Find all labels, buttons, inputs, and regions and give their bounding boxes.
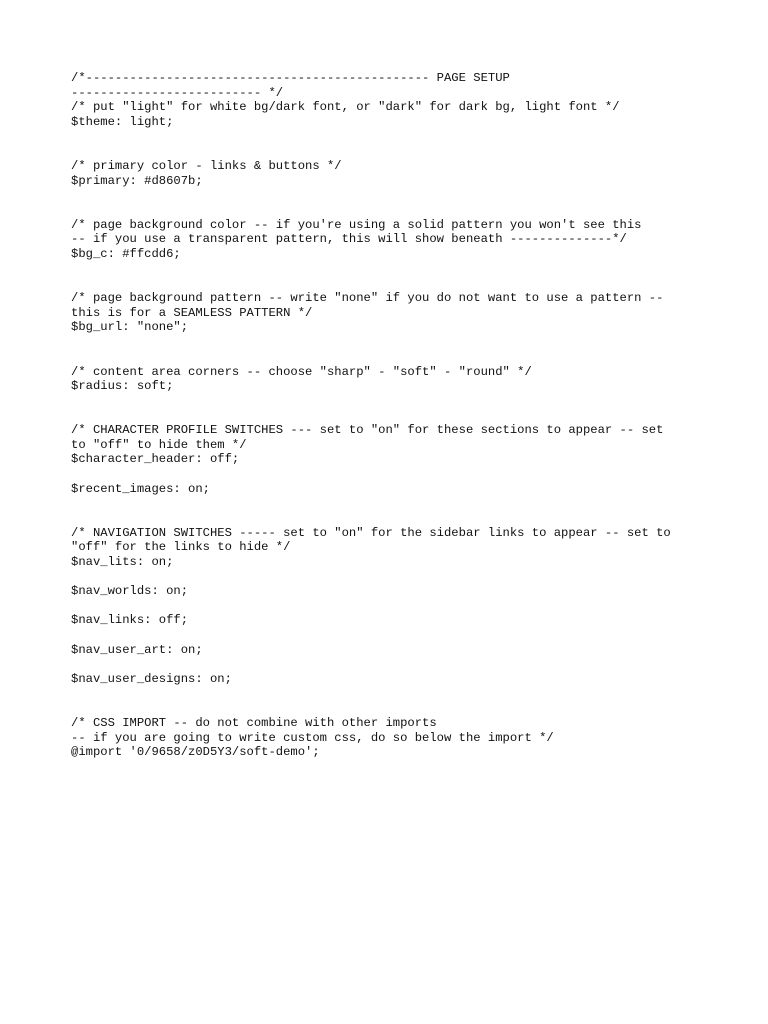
radius-comment: /* content area corners -- choose "sharp" - "soft" - "round" */ bbox=[71, 364, 532, 379]
spacer bbox=[71, 188, 701, 218]
spacer bbox=[71, 262, 701, 292]
spacer bbox=[71, 496, 701, 526]
nav-worlds-setting: $nav_worlds: on; bbox=[71, 584, 189, 599]
spacer bbox=[71, 628, 701, 643]
spacer bbox=[71, 335, 701, 365]
import-statement: @import '0/9658/z0D5Y3/soft-demo'; bbox=[71, 745, 320, 760]
spacer bbox=[71, 686, 701, 716]
navigation-comment-line-2: "off" for the links to hide */ bbox=[71, 540, 291, 555]
import-comment-line-2: -- if you are going to write custom css, do so below the import */ bbox=[71, 730, 554, 745]
spacer bbox=[71, 570, 701, 585]
navigation-comment-line-1: /* NAVIGATION SWITCHES ----- set to "on" for the sidebar links to appear -- set to bbox=[71, 525, 671, 540]
bg-color-comment-line-1: /* page background color -- if you're using a solid pattern you won't see this bbox=[71, 217, 642, 232]
theme-comment: /* put "light" for white bg/dark font, or "dark" for dark bg, light font */ bbox=[71, 100, 620, 115]
code-document bbox=[71, 71, 701, 760]
page-setup-comment-line-1: /*----------------------------------------------- PAGE SETUP bbox=[71, 71, 510, 85]
radius-setting: $radius: soft; bbox=[71, 379, 174, 394]
character-header-setting: $character_header: off; bbox=[71, 452, 240, 467]
nav-user-designs-setting: $nav_user_designs: on; bbox=[71, 671, 232, 686]
recent-images-setting: $recent_images: on; bbox=[71, 481, 210, 496]
spacer bbox=[71, 467, 701, 482]
bg-url-comment-line-1: /* page background pattern -- write "none" if you do not want to use a pattern -- bbox=[71, 291, 664, 306]
spacer bbox=[71, 394, 701, 424]
nav-links-setting: $nav_links: off; bbox=[71, 613, 189, 628]
spacer bbox=[71, 657, 701, 672]
spacer bbox=[71, 129, 701, 159]
bg-color-setting: $bg_c: #ffcdd6; bbox=[71, 246, 181, 261]
character-profile-comment-line-2: to "off" to hide them */ bbox=[71, 437, 247, 452]
character-profile-comment-line-1: /* CHARACTER PROFILE SWITCHES --- set to "on" for these sections to appear -- set bbox=[71, 423, 664, 438]
bg-url-comment-line-2: this is for a SEAMLESS PATTERN */ bbox=[71, 305, 313, 320]
bg-url-setting: $bg_url: "none"; bbox=[71, 320, 189, 335]
spacer bbox=[71, 599, 701, 614]
primary-comment: /* primary color - links & buttons */ bbox=[71, 158, 342, 173]
nav-lits-setting: $nav_lits: on; bbox=[71, 555, 174, 570]
primary-setting: $primary: #d8607b; bbox=[71, 173, 203, 188]
theme-setting: $theme: light; bbox=[71, 114, 174, 129]
page-setup-comment-line-2: -------------------------- */ bbox=[71, 85, 284, 100]
bg-color-comment-line-2: -- if you use a transparent pattern, this will show beneath --------------*/ bbox=[71, 232, 627, 247]
import-comment-line-1: /* CSS IMPORT -- do not combine with other imports bbox=[71, 715, 437, 730]
nav-user-art-setting: $nav_user_art: on; bbox=[71, 642, 203, 657]
